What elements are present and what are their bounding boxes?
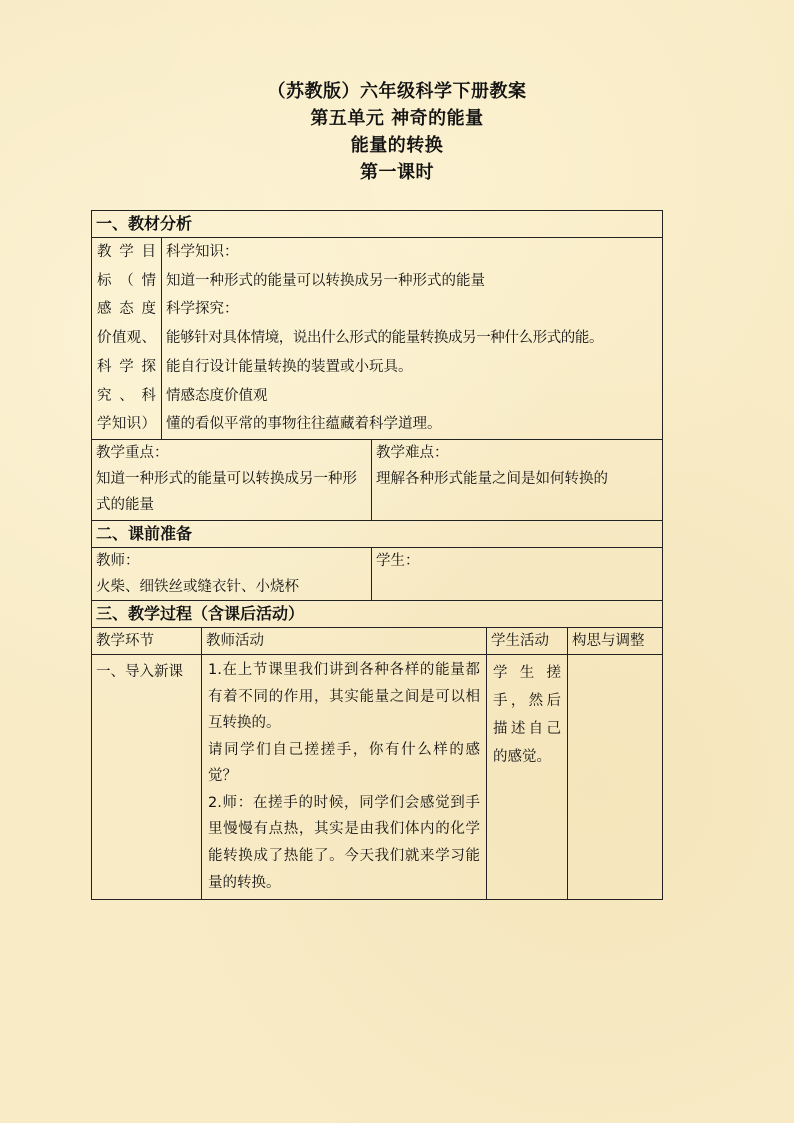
teacher-activity-cell: 1.在上节课里我们讲到各种各样的能量都有着不同的作用，其实能量之间是可以相互转换的。 请同学们自己搓搓手，你有什么样的感觉？ 2.师：在搓手的时候，同学们会感觉到手里慢慢有点热，其实是由我们体内的化学能转换成了热能了。今天我们就来学习能量的转换。 xyxy=(202,654,487,899)
column-header-stage: 教学环节 xyxy=(92,627,202,654)
key-point-cell: 教学重点： 知道一种形式的能量可以转换成另一种形式的能量 xyxy=(92,439,372,520)
section-heading-analysis: 一、教材分析 xyxy=(92,211,663,238)
lesson-title: 能量的转换 xyxy=(350,135,444,156)
table-row xyxy=(92,654,663,899)
section-heading-process: 三、教学过程（含课后活动） xyxy=(92,600,663,627)
stage-cell: 一、导入新课 xyxy=(92,654,202,899)
goals-label: 教学目 标（情 感态度 价值观、 科学探 究、科 学知识） xyxy=(92,238,162,440)
document-title-block xyxy=(0,78,794,186)
student-materials-cell: 学生： xyxy=(372,547,663,600)
teacher-materials-cell: 教师： 火柴、细铁丝或缝衣针、小烧杯 xyxy=(92,547,372,600)
difficulty-cell: 教学难点： 理解各种形式能量之间是如何转换的 xyxy=(372,439,663,520)
section-heading-preparation: 二、课前准备 xyxy=(92,520,663,547)
student-activity-cell: 学生搓手，然后描述自己的感觉。 xyxy=(487,654,568,899)
document-title: （苏教版）六年级科学下册教案 xyxy=(267,81,527,102)
lesson-plan-table xyxy=(91,210,663,900)
column-header-student-activity: 学生活动 xyxy=(487,627,568,654)
notes-cell xyxy=(568,654,663,899)
column-header-teacher-activity: 教师活动 xyxy=(202,627,487,654)
column-header-notes: 构思与调整 xyxy=(568,627,663,654)
unit-title: 第五单元 神奇的能量 xyxy=(310,108,484,129)
period-title: 第一课时 xyxy=(360,162,434,183)
goals-content: 科学知识： 知道一种形式的能量可以转换成另一种形式的能量 科学探究： 能够针对具体情境，说出什么形式的能量转换成另一种什么形式的能。 能自行设计能量转换的装置或小玩具。 情感态度价值观 懂的看似平常的事物往往蕴藏着科学道理。 xyxy=(162,238,663,440)
